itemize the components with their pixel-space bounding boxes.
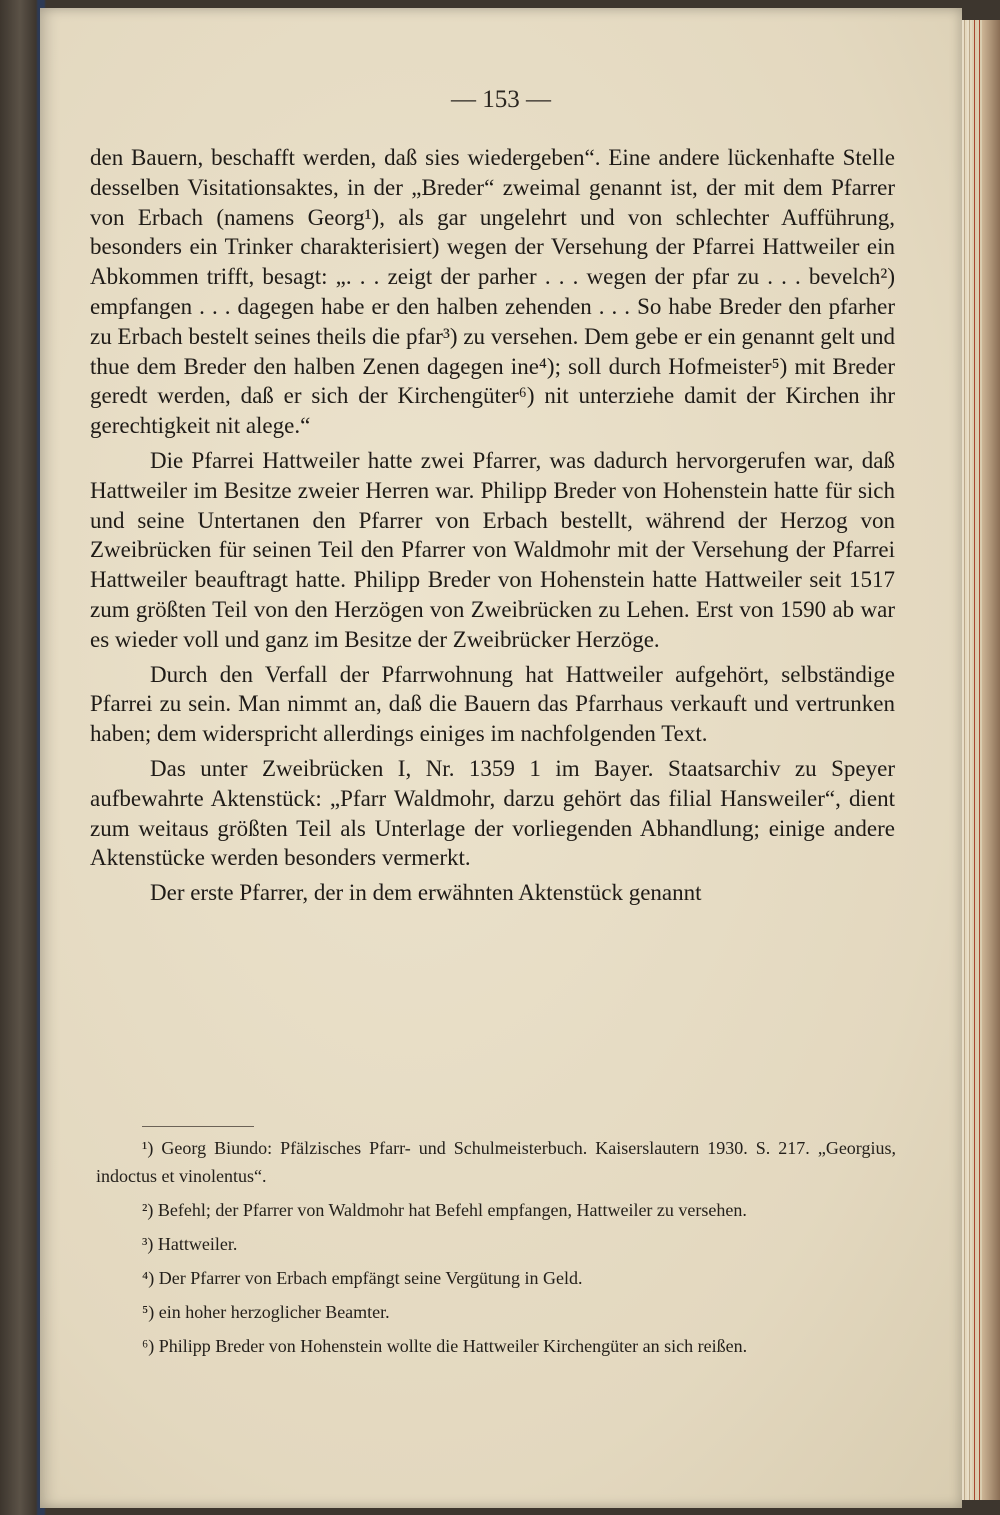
page-stack-edge (962, 20, 972, 1500)
footnote-divider (142, 1126, 254, 1127)
footnotes (96, 1134, 896, 1366)
footnote: ²) Befehl; der Pfarrer von Waldmohr hat Befehl empfangen, Hattweiler zu versehen. (142, 1200, 747, 1220)
paragraph: Durch den Verfall der Pfarrwohnung hat Hattweiler aufgehört, selbständige Pfarrei zu sein. Man nimmt an, daß die Bauern das Pfarrhaus verkauft und vertrunken haben; dem widerspricht allerdings einiges im nachfolgenden Text. (90, 661, 895, 747)
footnote: ⁴) Der Pfarrer von Erbach empfängt seine Vergütung in Geld. (142, 1268, 583, 1288)
paragraph: Die Pfarrei Hattweiler hatte zwei Pfarrer, was dadurch hervorgerufen war, daß Hattweiler im Besitze zweier Herren war. Philipp Breder von Hohenstein hatte für sich und seine Untertanen den Pfarrer von Erbach bestellt, während der Herzog von Zweibrücken für seinen Teil den Pfarrer von Waldmohr mit der Versehung der Pfarrei Hattweiler beauftragt hatte. Philipp Breder von Hohenstein hatte Hattweiler seit 1517 zum größten Teil von den Herzögen von Zweibrücken zu Lehen. Erst von 1590 ab war es wieder voll und ganz im Besitze der Zweibrücker Herzöge. (90, 447, 895, 652)
book-page (40, 8, 962, 1508)
footnote: ⁶) Philipp Breder von Hohenstein wollte die Hattweiler Kirchengüter an sich reißen. (142, 1336, 748, 1356)
main-text (90, 143, 895, 908)
footnote: ¹) Georg Biundo: Pfälzisches Pfarr- und Schulmeisterbuch. Kaiserslautern 1930. S. 217. „Georgius, indoctus et vinolentus“. (96, 1138, 896, 1186)
paragraph: Der erste Pfarrer, der in dem erwähnten Aktenstück genannt (150, 880, 702, 906)
book-cover-edge (982, 20, 1000, 1500)
paragraph: Das unter Zweibrücken I, Nr. 1359 1 im Bayer. Staatsarchiv zu Speyer aufbewahrte Aktenstück: „Pfarr Waldmohr, darzu gehört das filial Hansweiler“, dient zum weitaus größten Teil als Unterlage der vorliegenden Abhandlung; einige andere Aktenstücke werden besonders vermerkt. (90, 755, 895, 871)
paragraph: den Bauern, beschafft werden, daß sies wiedergeben“. Eine andere lückenhafte Stelle desselben Visitationsaktes, in der „Breder“ zweimal genannt ist, der mit dem Pfarrer von Erbach (namens Georg¹), als gar ungelehrt und von schlechter Aufführung, besonders ein Trinker charakterisiert) wegen der Versehung der Pfarrei Hattweiler ein Abkommen trifft, besagt: „. . . zeigt der parher . . . wegen der pfar zu . . . bevelch²) empfangen . . . dagegen habe er den halben zehenden . . . So habe Breder den pfarher zu Erbach bestelt seines theils die pfar³) zu versehen. Dem gebe er ein genannt gelt und thue dem Breder den halben Zenen dagegen ine⁴); soll durch Hofmeister⁵) mit Breder geredt werden, daß er sich der Kirchengüter⁶) nit unterziehe damit der Kirchen ihr gerechtigkeit nit alege.“ (90, 145, 895, 439)
page-stack-edge (972, 20, 982, 1500)
footnote: ⁵) ein hoher herzoglicher Beamter. (142, 1302, 390, 1322)
page-number: — 153 — (451, 86, 551, 113)
footnote: ³) Hattweiler. (142, 1234, 238, 1254)
